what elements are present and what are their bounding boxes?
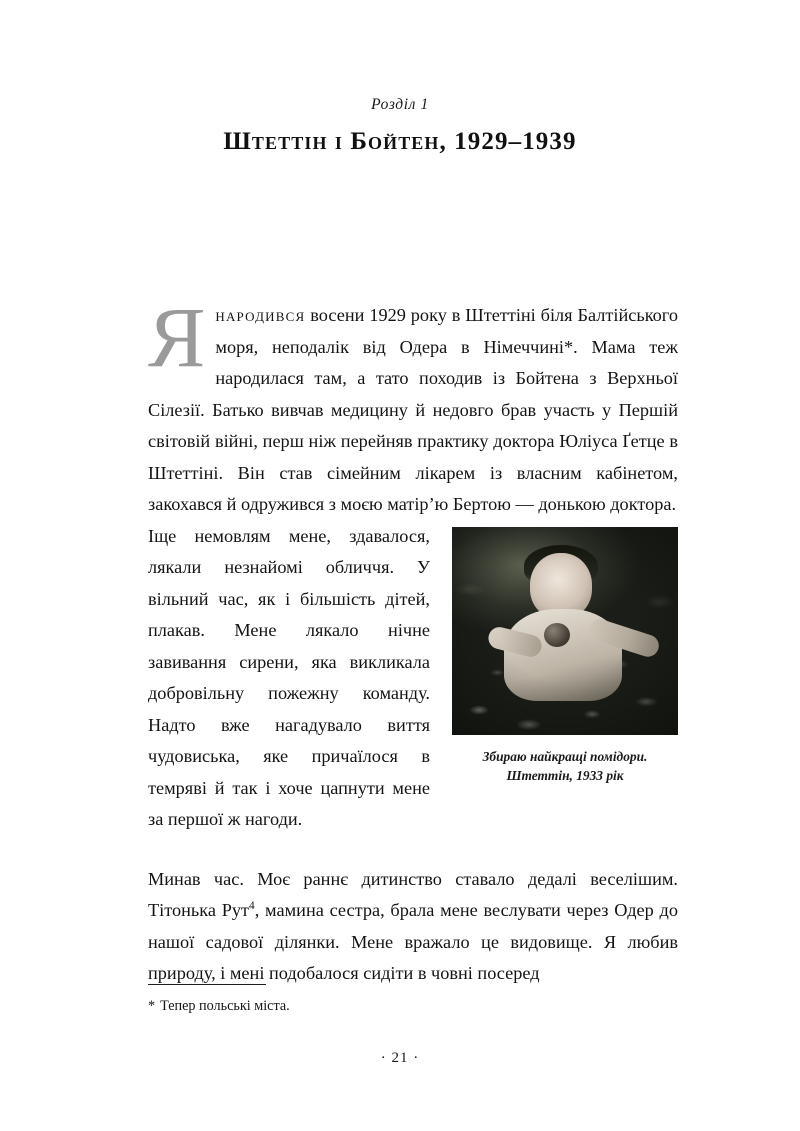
chapter-heading <box>0 96 800 156</box>
lead-smallcaps: народився <box>215 305 306 325</box>
footnote-marker: * <box>148 998 156 1014</box>
page-number: · 21 · <box>380 1050 420 1066</box>
footnote <box>148 996 678 1016</box>
footnote-text: Тепер польські міста. <box>160 998 290 1014</box>
photo-vignette <box>452 527 678 735</box>
figure-caption-line-1: Збираю найкращі помідори. <box>482 748 648 764</box>
paragraph-first <box>148 289 678 521</box>
page-title: Штеттін і Бойтен, 1929–1939 <box>223 128 577 155</box>
paragraph-third <box>148 864 678 990</box>
drop-cap: Я <box>148 289 206 385</box>
body-text-column <box>148 289 678 990</box>
figure-caption-line-2: Штеттін, 1933 рік <box>506 767 624 783</box>
figure-caption <box>452 747 678 785</box>
paragraph-third-text-b: , мамина сестра, брала мене веслувати через Одер до нашої садової ділянки. Мене вражало це видовище. Я любив природу, і мені подобалося сидіти в човні посеред <box>148 900 678 983</box>
paragraph-first-text: восени 1929 року в Штеттіні біля Балтійського моря, неподалік від Одера в Німеччині*. Мама теж народилася там, а тато походив із Бойтена з Верхньої Сілезії. Батько вивчав медицину й недовго брав участь у Першій світовій війні, перш ніж перейняв практику доктора Юліуса Ґетце в Штеттіні. Він став сімейним лікарем із власним кабінетом, закохався й одружився з моєю матір’ю Бертою — донькою доктора. <box>148 305 678 514</box>
photo-boy-in-garden <box>452 527 678 735</box>
figure-block <box>452 527 678 785</box>
chapter-label: Розділ 1 <box>371 96 429 113</box>
footnote-divider <box>148 984 266 985</box>
paragraph-third-text-a: Минав час. Моє раннє дитинство ставало дедалі веселішим. Тітонька Рут <box>148 868 678 920</box>
paragraph-second: Іще немовлям мене, здавалося, лякали незнайомі обличчя. У вільний час, як і більшість дітей, плакав. Мене лякало нічне завивання сирени, яка викликала добровільну пожежну команду. Надто вже нагадувало виття чудовиська, яке причаїлося в темряві й так і хоче цапнути мене за першої ж нагоди. <box>148 525 430 829</box>
footnote-reference[interactable]: 4 <box>249 899 255 912</box>
